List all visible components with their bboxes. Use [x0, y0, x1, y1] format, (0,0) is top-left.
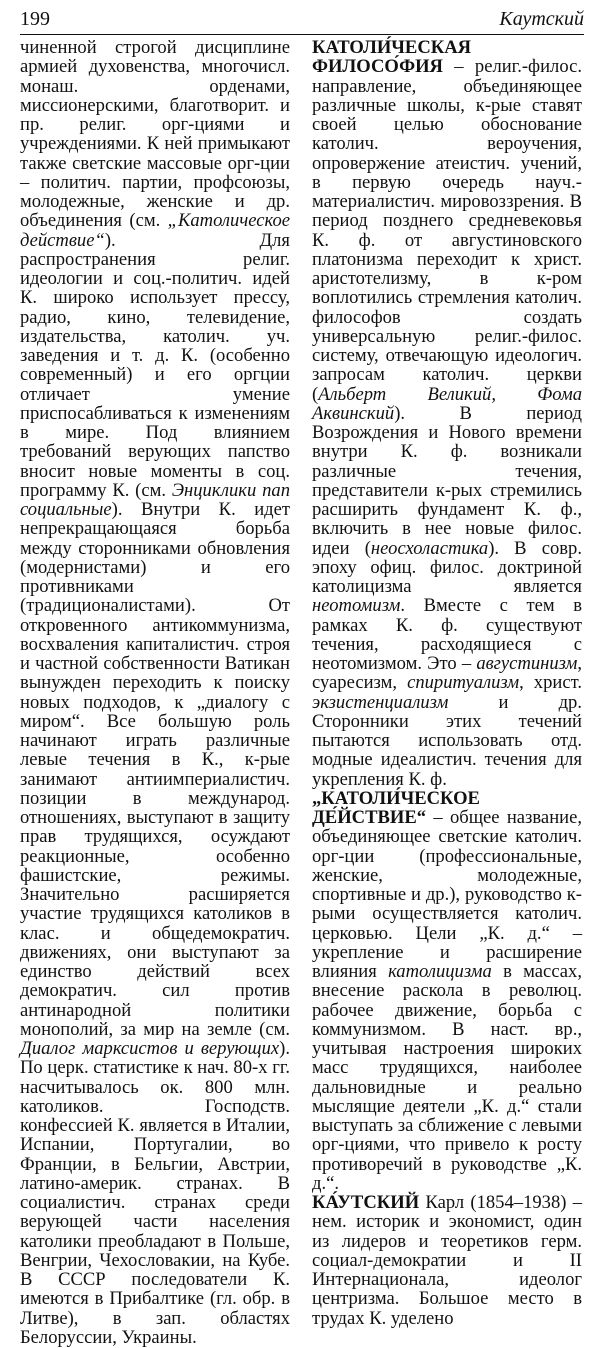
entry-headword: КА́УТСКИЙ: [312, 1192, 420, 1213]
dictionary-entry: [312, 38, 582, 789]
entry-headword: „КАТОЛИ́ЧЕСКОЕ ДЕ́ЙСТВИЕ“: [312, 787, 480, 828]
text-run: Карл (1854–1938) – нем. историк и экономист, один из лидеров и теоретиков герм. социал-демократии и II Интернационала, идеолог центризма. Большое место в трудах К. уделено: [312, 1192, 582, 1329]
entry-headword: КАТОЛИ́ЧЕСКАЯ ФИЛОСО́ФИЯ: [312, 37, 472, 78]
text-run: и др. Сторонники этих течений пытаются использовать отд. модные идеалистич. течения для укрепления К. ф.: [312, 691, 582, 790]
right-column: [312, 38, 582, 1328]
cross-reference: католицизма: [388, 961, 492, 982]
running-head: Каутский: [499, 8, 584, 30]
cross-reference: неотомизм: [312, 595, 401, 617]
article-continuation: [20, 38, 290, 1347]
text-run: . Вместе с тем в рамках К. ф. существуют течения, расходящиеся с неотомизмом. Это –: [312, 595, 582, 674]
text-run: ). В совр. эпоху офиц. филос. доктриной католицизма является: [312, 537, 582, 597]
cross-reference: Диалог марксистов и верующих: [20, 1038, 280, 1059]
dictionary-entry: [312, 789, 582, 1193]
page-header: [20, 6, 584, 35]
cross-reference: Альберт Великий, Фома Аквинский: [312, 383, 582, 424]
text-run: ). Внутри К. идет непрекращающаяся борьба между сторонниками обновления (модернистами) и его противниками (традиционалистами). От откровенного антикоммунизма, восхваления капиталистич. строя и частной собственности Ватикан вынужден переходить к поиску новых подходов, к „диалогу с миром“. Все большую роль начинают играть различные левые течения в К., к-рые занимают антиимпериалистич. позиции в международ. отношениях, выступают в защиту прав трудящихся, осуждают реакционные, особенно фашистские, режимы. Значительно расширяется участие трудящихся католиков в клас. и общедемократич. движениях, они выступают за единство действий всех демократич. сил против антинародной политики монополий, за мир на земле (см.: [20, 499, 290, 1040]
cross-reference: экзистенциализм: [312, 691, 449, 713]
text-run: в массах, внесение раскола в революц. рабочее движение, борьба с коммунизмом. В наст. вр., учитывая настроения широких масс трудящихся, наиболее дальновидные и реально мыслящие деятели „К. д.“ стали выступать за сближение с левыми орг-циями, что привело к росту противоречий в руководстве „К. д.“.: [312, 961, 582, 1194]
cross-reference: августинизм: [476, 653, 578, 674]
text-run: , суаресизм,: [312, 653, 582, 694]
dictionary-entry: [312, 1193, 582, 1328]
text-run: ). По церк. статистике к нач. 80-х гг. насчитывалось ок. 800 млн. католиков. Господств. конфессией К. является в Италии, Испании, Португалии, во Франции, в Бельгии, Австрии, латино-америк. странах. В социалистич. странах среди верующей части населения католики преобладают в Польше, Венгрии, Чехословакии, на Кубе. В СССР последователи К. имеются в Прибалтике (гл. обр. в Литве), в зап. областях Белоруссии, Украины.: [20, 1038, 290, 1348]
text-run: – общее название, объединяющее светские католич. орг-ции (профессиональные, женские, молодежные, спортивные и др.), руководство к-рыми осуществляется католич. церковью. Цели „К. д.“ – укрепление и расширение влияния: [312, 807, 582, 982]
cross-reference: спиритуализм: [407, 672, 520, 694]
cross-reference: неосхоластика: [370, 537, 489, 559]
page-number: 199: [20, 8, 50, 30]
text-run: ). В период Возрождения и Нового времени внутри К. ф. возникали различные течения, представители к-рых стремились расширить фундамент К. ф., включить в нее новые филос. идеи (: [312, 402, 582, 559]
cross-reference: Энциклики пап социальные: [20, 479, 290, 520]
text-run: ). Для распространения религ. идеологии и соц.-политич. идей К. широко использует прессу, радио, кино, телевидение, издательства, католич. уч. заведения и т. д. К. (особенно современный) и его оргции отличает умение приспосабливаться к изменениям в мире. Под влиянием требований верующих папство вносит новые моменты в соц. программу К. (см.: [20, 229, 290, 501]
text-run: чиненной строгой дисциплине армией духовенства, многочисл. монаш. орденами, миссионерскими, благотворит. и пр. религ. орг-циями и учреждениями. К ней примыкают также светские массовые орг-ции – политич. партии, профсоюзы, молодежные, женские и др. объединения (см.: [20, 37, 290, 232]
text-run: – религ.-филос. направление, объединяющее различные школы, к-рые ставят своей целью обоснование католич. вероучения, опровержение атеистич. учений, в первую очередь науч.-материалистич. мировоззрения. В период позднего средневековья К. ф. от августиновского платонизма переходит к христ. аристотелизму, в к-ром воплотились стремления католич. философов создать универсальную религ.-филос. систему, отвечающую идеологич. запросам католич. церкви (: [312, 56, 582, 405]
text-run: , христ.: [519, 672, 582, 694]
cross-reference: „Католическое действие“: [20, 210, 290, 251]
left-column: [20, 38, 290, 1347]
